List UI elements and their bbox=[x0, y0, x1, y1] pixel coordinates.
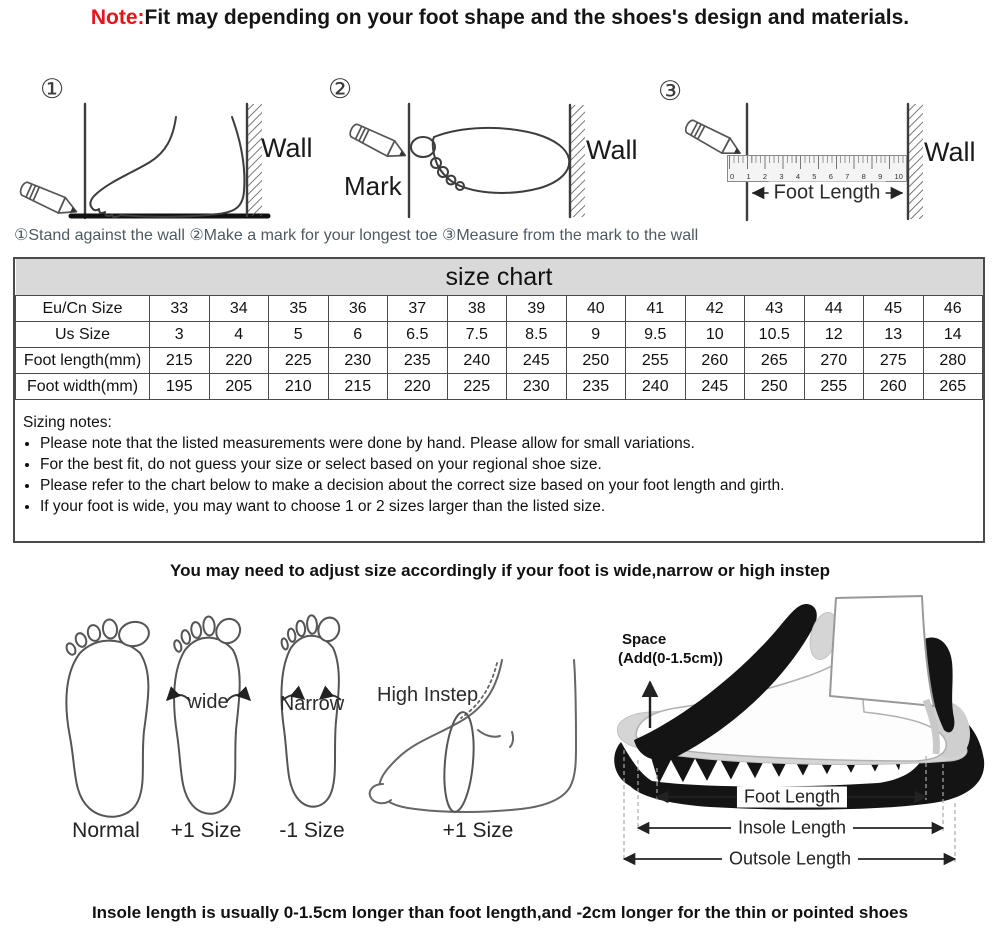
measuring-steps-illustration bbox=[0, 60, 1000, 222]
ruler-number: 8 bbox=[861, 172, 866, 181]
size-chart-cell: 37 bbox=[388, 296, 448, 322]
narrow-foot-size-label: -1 Size bbox=[279, 819, 345, 842]
size-chart-cell: 38 bbox=[447, 296, 507, 322]
ruler-number: 3 bbox=[779, 172, 784, 181]
ruler-number: 10 bbox=[894, 172, 903, 181]
size-chart-cell: 265 bbox=[923, 374, 983, 400]
size-chart-cell: 240 bbox=[447, 348, 507, 374]
footer-note: Insole length is usually 0-1.5cm longer than foot length,and -2cm longer for the thin or pointed shoes bbox=[91, 903, 909, 922]
size-chart-cell: 220 bbox=[388, 374, 448, 400]
size-chart-cell: 280 bbox=[923, 348, 983, 374]
size-chart-cell: 230 bbox=[328, 348, 388, 374]
size-chart-cell: 36 bbox=[328, 296, 388, 322]
size-chart-cell: 195 bbox=[150, 374, 210, 400]
size-chart-cell: 225 bbox=[269, 348, 329, 374]
size-chart-cell: 8.5 bbox=[507, 322, 567, 348]
wide-foot-size-label: +1 Size bbox=[170, 819, 242, 842]
ruler-number: 0 bbox=[730, 172, 735, 181]
size-chart-cell: 250 bbox=[566, 348, 626, 374]
size-chart-cell: 44 bbox=[804, 296, 864, 322]
sizing-note-item: • Please note that the listed measurements were done by hand. Please allow for small variations. bbox=[40, 433, 975, 454]
size-chart-cell: 4 bbox=[209, 322, 269, 348]
size-chart-cell: 225 bbox=[447, 374, 507, 400]
ruler-number: 1 bbox=[746, 172, 751, 181]
size-chart-cell: 9.5 bbox=[626, 322, 686, 348]
size-chart-cell: 39 bbox=[507, 296, 567, 322]
step-3-number: ③ bbox=[658, 76, 683, 106]
high-instep-annotation: High Instep bbox=[377, 684, 479, 706]
size-chart-cell: 215 bbox=[150, 348, 210, 374]
size-chart-cell: 10.5 bbox=[745, 322, 805, 348]
wide-annotation: wide bbox=[187, 691, 229, 713]
wall-label-2: Wall bbox=[586, 135, 638, 165]
size-chart-row bbox=[16, 296, 983, 322]
size-chart-cell: 14 bbox=[923, 322, 983, 348]
size-chart-cell: 12 bbox=[804, 322, 864, 348]
mark-label: Mark bbox=[344, 171, 402, 201]
note-label: Note: bbox=[90, 6, 145, 29]
size-chart-title: size chart bbox=[16, 259, 983, 296]
size-chart-cell: 245 bbox=[685, 374, 745, 400]
sizing-notes-title: Sizing notes: bbox=[23, 414, 112, 431]
size-chart-cell: 240 bbox=[626, 374, 686, 400]
note-text: Fit may depending on your foot shape and the shoes's design and materials. bbox=[144, 6, 910, 29]
foot-length-dim-label: Foot Length bbox=[737, 787, 847, 808]
step-1-number: ① bbox=[40, 74, 65, 104]
size-chart-cell: 230 bbox=[507, 374, 567, 400]
foot-soles bbox=[65, 614, 341, 816]
ruler-number: 5 bbox=[812, 172, 817, 181]
size-chart-cell: 43 bbox=[745, 296, 805, 322]
step-2-number: ② bbox=[328, 74, 353, 104]
size-chart-cell: 270 bbox=[804, 348, 864, 374]
size-chart-cell: 235 bbox=[388, 348, 448, 374]
size-chart-cell: 260 bbox=[685, 348, 745, 374]
size-chart-cell: 10 bbox=[685, 322, 745, 348]
size-chart-cell: 220 bbox=[209, 348, 269, 374]
size-chart-cell: 275 bbox=[864, 348, 924, 374]
ruler-number: 9 bbox=[878, 172, 883, 181]
size-chart-body bbox=[16, 296, 983, 400]
ruler-number: 4 bbox=[795, 172, 800, 181]
normal-foot-label: Normal bbox=[72, 819, 140, 842]
ruler-number: 2 bbox=[762, 172, 768, 181]
foot-type-illustrations bbox=[0, 588, 1000, 888]
size-chart-cell: 215 bbox=[328, 374, 388, 400]
size-chart-cell: 13 bbox=[864, 322, 924, 348]
size-chart-cell: 35 bbox=[269, 296, 329, 322]
size-chart-cell: 6.5 bbox=[388, 322, 448, 348]
size-chart-cell: 45 bbox=[864, 296, 924, 322]
size-chart-cell: 40 bbox=[566, 296, 626, 322]
sizing-note-item: • If your foot is wide, you may want to choose 1 or 2 sizes larger than the listed size. bbox=[40, 496, 975, 517]
size-chart-row-header: Foot length(mm) bbox=[16, 348, 150, 374]
steps-caption: ①Stand against the wall ②Make a mark for your longest toe ③Measure from the mark to the wall bbox=[14, 227, 699, 244]
size-chart-row-header: Us Size bbox=[16, 322, 150, 348]
ruler bbox=[727, 155, 907, 182]
wall-label-1: Wall bbox=[261, 133, 313, 163]
top-note bbox=[0, 6, 1000, 30]
size-chart-cell: 245 bbox=[507, 348, 567, 374]
sizing-notes bbox=[15, 400, 983, 541]
space-note: (Add(0-1.5cm)) bbox=[618, 650, 724, 667]
size-chart-cell: 9 bbox=[566, 322, 626, 348]
foot-length-label: Foot Length bbox=[769, 182, 886, 205]
ruler-number: 7 bbox=[845, 172, 850, 181]
size-chart-cell: 46 bbox=[923, 296, 983, 322]
insole-length-dim-label: Insole Length bbox=[731, 818, 853, 839]
high-instep-foot bbox=[370, 660, 576, 813]
size-chart-cell: 6 bbox=[328, 322, 388, 348]
size-chart-table bbox=[15, 259, 983, 400]
ruler-number: 6 bbox=[828, 172, 833, 181]
size-chart-row bbox=[16, 348, 983, 374]
size-chart-cell: 33 bbox=[150, 296, 210, 322]
sizing-note-item: • Please refer to the chart below to make a decision about the correct size based on your foot length and girth. bbox=[40, 475, 975, 496]
size-chart-row-header: Eu/Cn Size bbox=[16, 296, 150, 322]
size-chart-row bbox=[16, 322, 983, 348]
size-chart-row bbox=[16, 374, 983, 400]
adjust-heading: You may need to adjust size accordingly if your foot is wide,narrow or high instep bbox=[170, 561, 830, 580]
size-chart-cell: 260 bbox=[864, 374, 924, 400]
size-chart-cell: 265 bbox=[745, 348, 805, 374]
high-instep-size-label: +1 Size bbox=[442, 819, 514, 842]
outsole-length-dim-label: Outsole Length bbox=[722, 849, 858, 870]
ruler-numbers bbox=[730, 172, 903, 181]
wall-label-3: Wall bbox=[924, 137, 976, 167]
sizing-notes-list bbox=[23, 433, 975, 517]
size-chart-cell: 255 bbox=[626, 348, 686, 374]
narrow-annotation: Narrow bbox=[279, 693, 345, 715]
size-chart-cell: 235 bbox=[566, 374, 626, 400]
sizing-note-item: • For the best fit, do not guess your size or select based on your regional shoe size. bbox=[40, 454, 975, 475]
size-chart-cell: 205 bbox=[209, 374, 269, 400]
size-chart-row-header: Foot width(mm) bbox=[16, 374, 150, 400]
size-chart-box bbox=[13, 257, 985, 543]
space-label: Space bbox=[622, 631, 667, 648]
foot-type-drawing bbox=[0, 588, 1000, 888]
size-chart-cell: 41 bbox=[626, 296, 686, 322]
size-chart-cell: 42 bbox=[685, 296, 745, 322]
size-chart-cell: 5 bbox=[269, 322, 329, 348]
size-chart-cell: 210 bbox=[269, 374, 329, 400]
size-chart-cell: 7.5 bbox=[447, 322, 507, 348]
size-chart-cell: 34 bbox=[209, 296, 269, 322]
size-chart-cell: 255 bbox=[804, 374, 864, 400]
size-chart-cell: 250 bbox=[745, 374, 805, 400]
shoe-cutaway bbox=[614, 596, 984, 810]
size-chart-cell: 3 bbox=[150, 322, 210, 348]
